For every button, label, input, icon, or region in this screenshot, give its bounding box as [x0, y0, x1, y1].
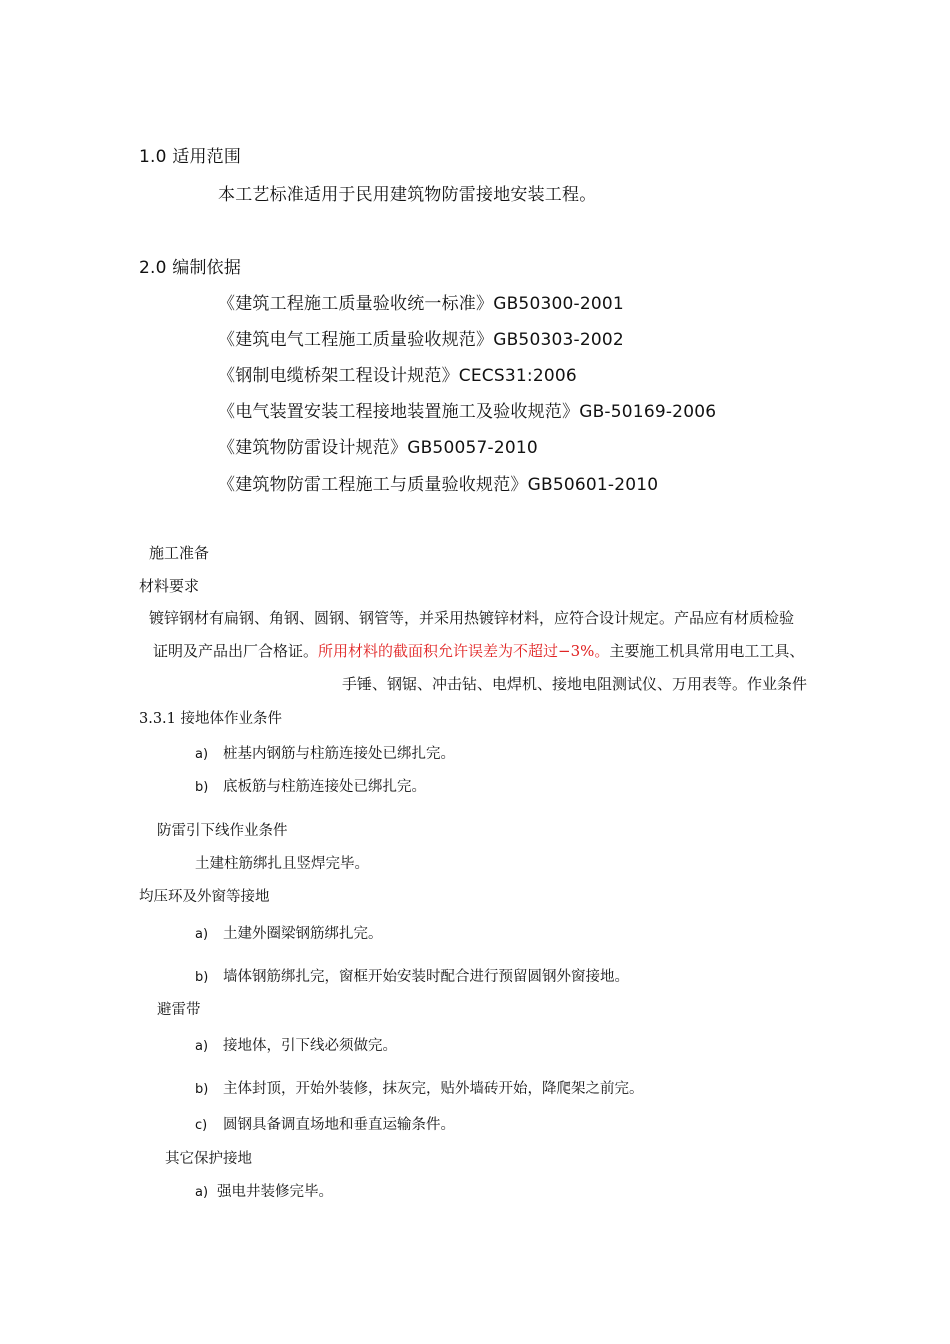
other-grounding-heading: 其它保护接地 [165, 1151, 252, 1167]
reference-item: 《钢制电缆桥架工程设计规范》CECS31:2006 [218, 366, 577, 386]
list-item-text: 土建外圈梁钢筋绑扎完。 [223, 926, 383, 942]
tolerance-note: 所用材料的截面积允许误差为不超过−3%。 [318, 642, 610, 660]
list-item [195, 1118, 455, 1133]
list-item-text: 墙体钢筋绑扎完，窗框开始安装时配合进行预留圆钢外窗接地。 [223, 969, 629, 985]
reference-item: 《建筑物防雷工程施工与质量验收规范》GB50601-2010 [218, 475, 659, 495]
ground-conditions-heading: 3.3.1 接地体作业条件 [139, 711, 283, 727]
list-item [195, 1039, 397, 1054]
list-item [195, 927, 383, 942]
reference-item: 《建筑电气工程施工质量验收规范》GB50303-2002 [218, 330, 624, 350]
materials-line-2-end: 主要施工机具常用电工工具、 [609, 642, 805, 660]
section-2-heading: 2.0 编制依据 [139, 258, 242, 278]
list-item-text: 主体封顶，开始外装修，抹灰完，贴外墙砖开始，降爬架之前完。 [223, 1081, 644, 1097]
materials-line-1: 镀锌钢材有扁钢、角钢、圆钢、钢管等，并采用热镀锌材料，应符合设计规定。产品应有材质检验 [149, 609, 795, 627]
list-item-text: 圆钢具备调直场地和垂直运输条件。 [223, 1117, 455, 1133]
section-3-heading: 施工准备 [149, 544, 210, 562]
reference-item: 《建筑物防雷设计规范》GB50057-2010 [218, 438, 538, 458]
list-item-text: 接地体，引下线必须做完。 [223, 1038, 397, 1054]
list-item [195, 747, 455, 762]
materials-line-2-start: 证明及产品出厂合格证。 [153, 642, 319, 660]
reference-item: 《电气装置安装工程接地装置施工及验收规范》GB-50169-2006 [218, 402, 717, 422]
list-item-label: a) [195, 927, 209, 942]
list-item [195, 970, 629, 985]
list-item-label: a) [195, 1039, 209, 1054]
materials-line-2 [153, 644, 804, 659]
list-item-text: 桩基内钢筋与柱筋连接处已绑扎完。 [223, 746, 455, 762]
reference-item: 《建筑工程施工质量验收统一标准》GB50300-2001 [218, 294, 624, 314]
list-item-label: c) [195, 1118, 208, 1133]
down-conductor-heading: 防雷引下线作业条件 [157, 823, 288, 839]
down-conductor-text: 土建柱筋绑扎且竖焊完毕。 [195, 856, 369, 872]
materials-heading: 材料要求 [139, 577, 200, 595]
list-item-text: 底板筋与柱筋连接处已绑扎完。 [223, 779, 426, 795]
list-item [195, 780, 426, 795]
list-item-label: b) [195, 970, 209, 985]
list-item-label: b) [195, 1082, 209, 1097]
belt-heading: 避雷带 [157, 1002, 201, 1018]
section-1-body: 本工艺标准适用于民用建筑物防雷接地安装工程。 [218, 185, 597, 205]
list-item [195, 1185, 333, 1200]
materials-line-3: 手锤、钢锯、冲击钻、电焊机、接地电阻测试仪、万用表等。作业条件 [342, 675, 808, 693]
list-item-label: a) [195, 747, 209, 762]
list-item-label: a) [195, 1185, 209, 1200]
list-item [195, 1082, 644, 1097]
section-1-heading: 1.0 适用范围 [139, 147, 242, 167]
list-item-label: b) [195, 780, 209, 795]
list-item-text: 强电井装修完毕。 [217, 1184, 333, 1200]
ring-heading: 均压环及外窗等接地 [139, 889, 270, 905]
